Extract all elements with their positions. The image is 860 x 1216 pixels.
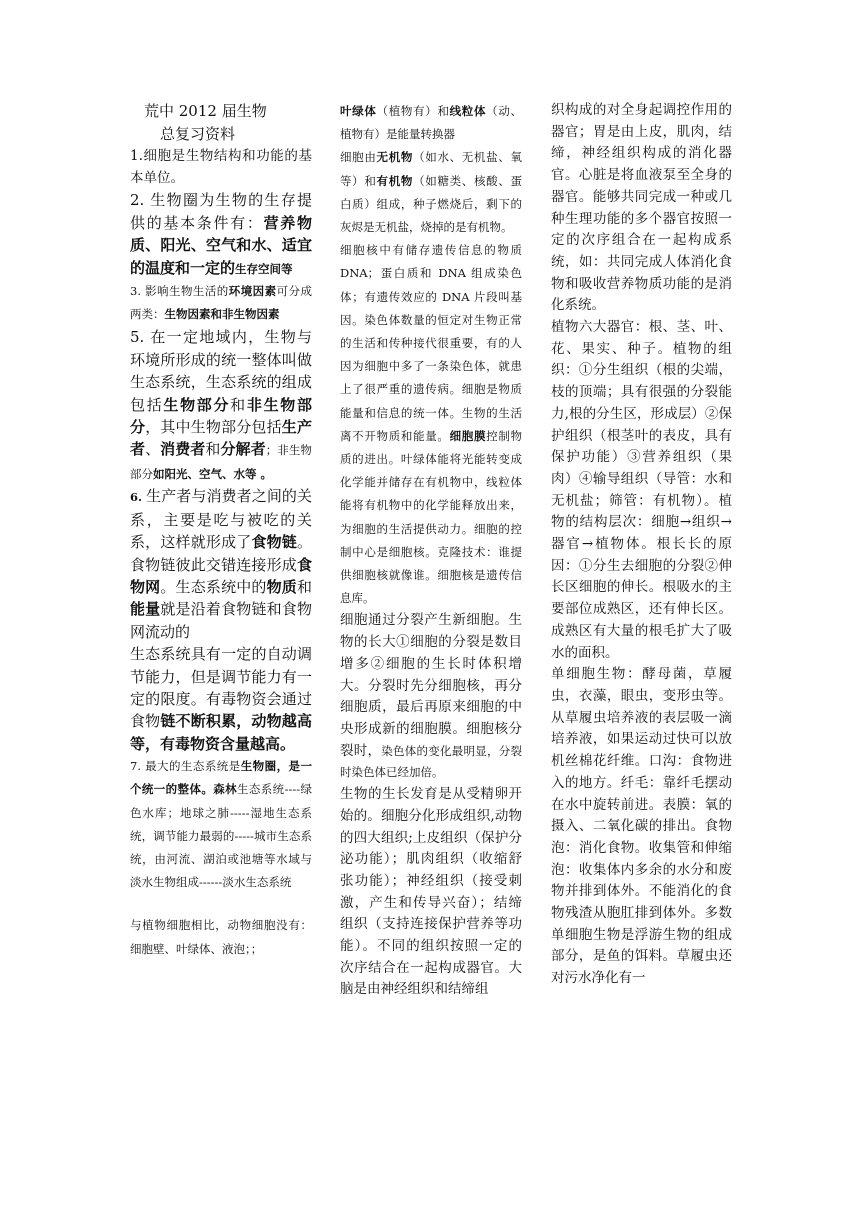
paragraph-3-text-b: 可分成两类： bbox=[130, 284, 312, 322]
p6-l: 链不断积累，动物越高等，有毒物资含量越高。 bbox=[130, 712, 312, 753]
c2-paragraph-5 bbox=[340, 784, 522, 1001]
c3-paragraph-2 bbox=[551, 317, 732, 664]
p7-d: 森林 bbox=[213, 782, 238, 797]
paragraph-3 bbox=[130, 280, 312, 326]
c3-3: 单细胞生物：酵母菌，草履虫，衣藻，眼虫，变形虫等。从草履虫培养液的表层吸一滴培养液，如果运动过快可以放机丝棉花纤维。口沟：食物进入的地方。纤毛：靠纤毛摆动在水中旋转前进。表膜：氧的摄入、二氧化碳的排出。食物泡：消化食物。收集管和伸缩泡：收集体内多余的水分和废物并排到体外。不能消化的食物残渣从胞肛排到体外。多数单细胞生物是浮游生物的组成部分，是鱼的饵料。草履虫还对污水净化有一 bbox=[551, 666, 732, 987]
p7-e: 生态系统----绿色水库；地球之肺-----湿地生态系统，调节能力最弱的-----城市生态系统，由河流、湖泊或池塘等水域与淡水生物组成------淡水生态系统 bbox=[130, 782, 312, 890]
p8-text: 与植物细胞相比，动物细胞没有：细胞壁、叶绿体、液泡；； bbox=[130, 918, 312, 956]
p6-h: 和 bbox=[296, 577, 312, 596]
paragraph-3-text: 3. 影响生物生活的 bbox=[130, 284, 229, 299]
paragraph-3-bold-b: 生物因素和非生物因素 bbox=[164, 307, 280, 322]
c2-paragraph-4 bbox=[340, 610, 522, 784]
c2-4a: 细胞通过分裂产生新细胞。生物的长大①细胞的分裂是数目增多②细胞的生长时体积增大。分裂时先分细胞核，再分细胞质，最后再原来细胞的中央形成新的细胞膜。细胞核分裂时， bbox=[340, 612, 522, 759]
p5-g: 、 bbox=[145, 440, 161, 459]
p5-c: 和 bbox=[230, 395, 247, 414]
p5-j: 分解者 bbox=[220, 440, 266, 459]
c2-paragraph-3 bbox=[340, 239, 522, 610]
p6-j: 就是沿着食物链和食物网流动的 bbox=[130, 600, 312, 641]
p6-f: 。生态系统中的 bbox=[160, 577, 267, 596]
p5-a: 5. 在一定地域内，生物与环境所形成的统一整体叫做生态系统，生态系统的组成包括 bbox=[130, 328, 312, 414]
p5-k: ；非生物部分 bbox=[130, 443, 312, 481]
c2-2c: （如水、无机盐、氧等）和 bbox=[340, 150, 522, 188]
p5-h: 消费者 bbox=[160, 440, 206, 459]
p6-k: 生态系统具有一定的自动调节能力，但是调节能力有一定的限度。有毒物资会通过食物 bbox=[130, 645, 312, 731]
c2-2a: 细胞由 bbox=[340, 150, 377, 165]
c2-paragraph-1 bbox=[340, 100, 522, 146]
p5-f: 生产者 bbox=[130, 418, 312, 459]
c2-2d: 有机物 bbox=[376, 173, 414, 188]
spacer bbox=[130, 894, 312, 914]
paragraph-3-bold-a: 环境因素 bbox=[228, 284, 277, 299]
c2-1d: （动、植物有）是能量转换器 bbox=[340, 104, 522, 142]
p5-i: 和 bbox=[205, 440, 221, 459]
c2-4b: 染色体的变化最明显，分裂时染色体已经加倍。 bbox=[340, 743, 522, 780]
paragraph-5 bbox=[130, 326, 312, 485]
c3-paragraph-1 bbox=[551, 100, 732, 317]
c2-1a: 叶绿体 bbox=[340, 104, 377, 118]
p7-c: ，是一个统一的整体。 bbox=[130, 759, 312, 797]
p6-g: 物质 bbox=[266, 577, 297, 596]
column-middle bbox=[340, 100, 522, 1140]
paragraph-6 bbox=[130, 485, 312, 755]
p5-l: 如阳光、空气、水等 。 bbox=[153, 466, 273, 481]
p6-e: 食物网 bbox=[130, 555, 312, 596]
c2-1c: 线粒体 bbox=[449, 104, 487, 118]
p6-a: 6. bbox=[130, 490, 147, 505]
p6-i: 能量 bbox=[130, 600, 161, 619]
paragraph-7 bbox=[130, 755, 312, 894]
paragraph-2 bbox=[130, 189, 312, 280]
c2-2b: 无机物 bbox=[376, 150, 414, 165]
c2-5: 生物的生长发育是从受精卵开始的。细胞分化形成组织,动物的四大组织;上皮组织（保护分泌功能）；肌肉组织（收缩舒张功能）；神经组织（接受刺激，产生和传导兴奋）；结缔组织（支持连接保护营养等功能）。不同的组织按照一定的次序结合在一起构成器官。大脑是由神经组织和结缔组 bbox=[340, 786, 522, 998]
p6-c: 食物链 bbox=[251, 533, 297, 552]
c3-1: 织构成的对全身起调控作用的器官；胃是由上皮，肌肉，结缔，神经组织构成的消化器官。心脏是将血液泵至全身的器官。能够共同完成一种或几种生理功能的多个器官按照一定的次序组合在一起构成系统，如：共同完成人体消化食物和吸收营养物质功能的是消化系统。 bbox=[551, 102, 732, 314]
p7-b: 生物圈 bbox=[240, 759, 277, 774]
p5-d: 非生物部分 bbox=[130, 395, 312, 437]
c2-3a: 细胞核中有储存遗传信息的物质 DNA；蛋白质和 DNA 组成染色体；有遗传效应的 DNA 片段叫基因。染色体数量的恒定对生物正常的生活和传种接代很重要，有的人因为细胞中多了一条染色体，就患上了很严重的遗传病。细胞是物质能量和信息的统一体。生物的生活离不开物质和能量。 bbox=[340, 243, 522, 443]
c2-2e: （如糖类、核酸、蛋白质）组成，种子燃烧后，剩下的灰烬是无机盐，烧掉的是有机物。 bbox=[340, 173, 522, 235]
c3-2: 植物六大器官：根、茎、叶、花、果实、种子。植物的组织：①分生组织（根的尖端，枝的顶端；具有很强的分裂能力,根的分生区，形成层）②保护组织（根茎叶的表皮，具有保护功能）③营养组织（果肉）④输导组织（导管：水和无机盐；筛管：有机物）。植物的结构层次：细胞→组织→器官→植物体。根长长的原因：①分生去细胞的分裂②伸长区细胞的伸长。根吸水的主要部位成熟区，还有伸长区。成熟区有大量的根毛扩大了吸水的面积。 bbox=[551, 319, 732, 661]
paragraph-1-text: 1.细胞是生物结构和功能的基本单位。 bbox=[130, 148, 312, 186]
p5-b: 生物部分 bbox=[163, 395, 231, 414]
p6-d: 。食物链彼此交错连接形成 bbox=[130, 533, 312, 574]
c2-1b: （植物有）和 bbox=[376, 104, 450, 118]
paragraph-2-bold-small: 生存空间等 bbox=[235, 261, 293, 276]
c3-paragraph-3 bbox=[551, 664, 732, 990]
paragraph-8 bbox=[130, 914, 312, 960]
paragraph-1 bbox=[130, 146, 312, 189]
p5-e: ，其中生物部分包括 bbox=[145, 418, 282, 437]
p6-b: 生产者与消费者之间的关系，主要是吃与被吃的关系，这样就形成了 bbox=[130, 487, 312, 552]
c2-paragraph-2 bbox=[340, 146, 522, 239]
p7-a: 7. 最大的生态系统是 bbox=[130, 759, 241, 774]
paragraph-2-text: 2. 生物圈为生物的生存提供的基本条件有： bbox=[130, 191, 312, 232]
column-right bbox=[551, 100, 732, 1140]
c2-3b: 细胞膜 bbox=[449, 428, 487, 443]
doc-title: 荒中 2012 届生物 bbox=[144, 102, 267, 120]
column-left bbox=[130, 100, 312, 1140]
doc-subtitle: 总复习资料 bbox=[160, 125, 236, 143]
c2-3c: 控制物质的进出。叶绿体能将光能转变成化学能并储存在有机物中，线粒体能将有机物中的化学能释放出来，为细胞的生活提供动力。细胞的控制中心是细胞核。克隆技术：谁提供细胞核就像谁。细胞核是遗传信息库。 bbox=[340, 428, 522, 606]
paragraph-2-bold: 营养物质、阳光、空气和水、适宜的温度和一定的 bbox=[130, 213, 312, 277]
